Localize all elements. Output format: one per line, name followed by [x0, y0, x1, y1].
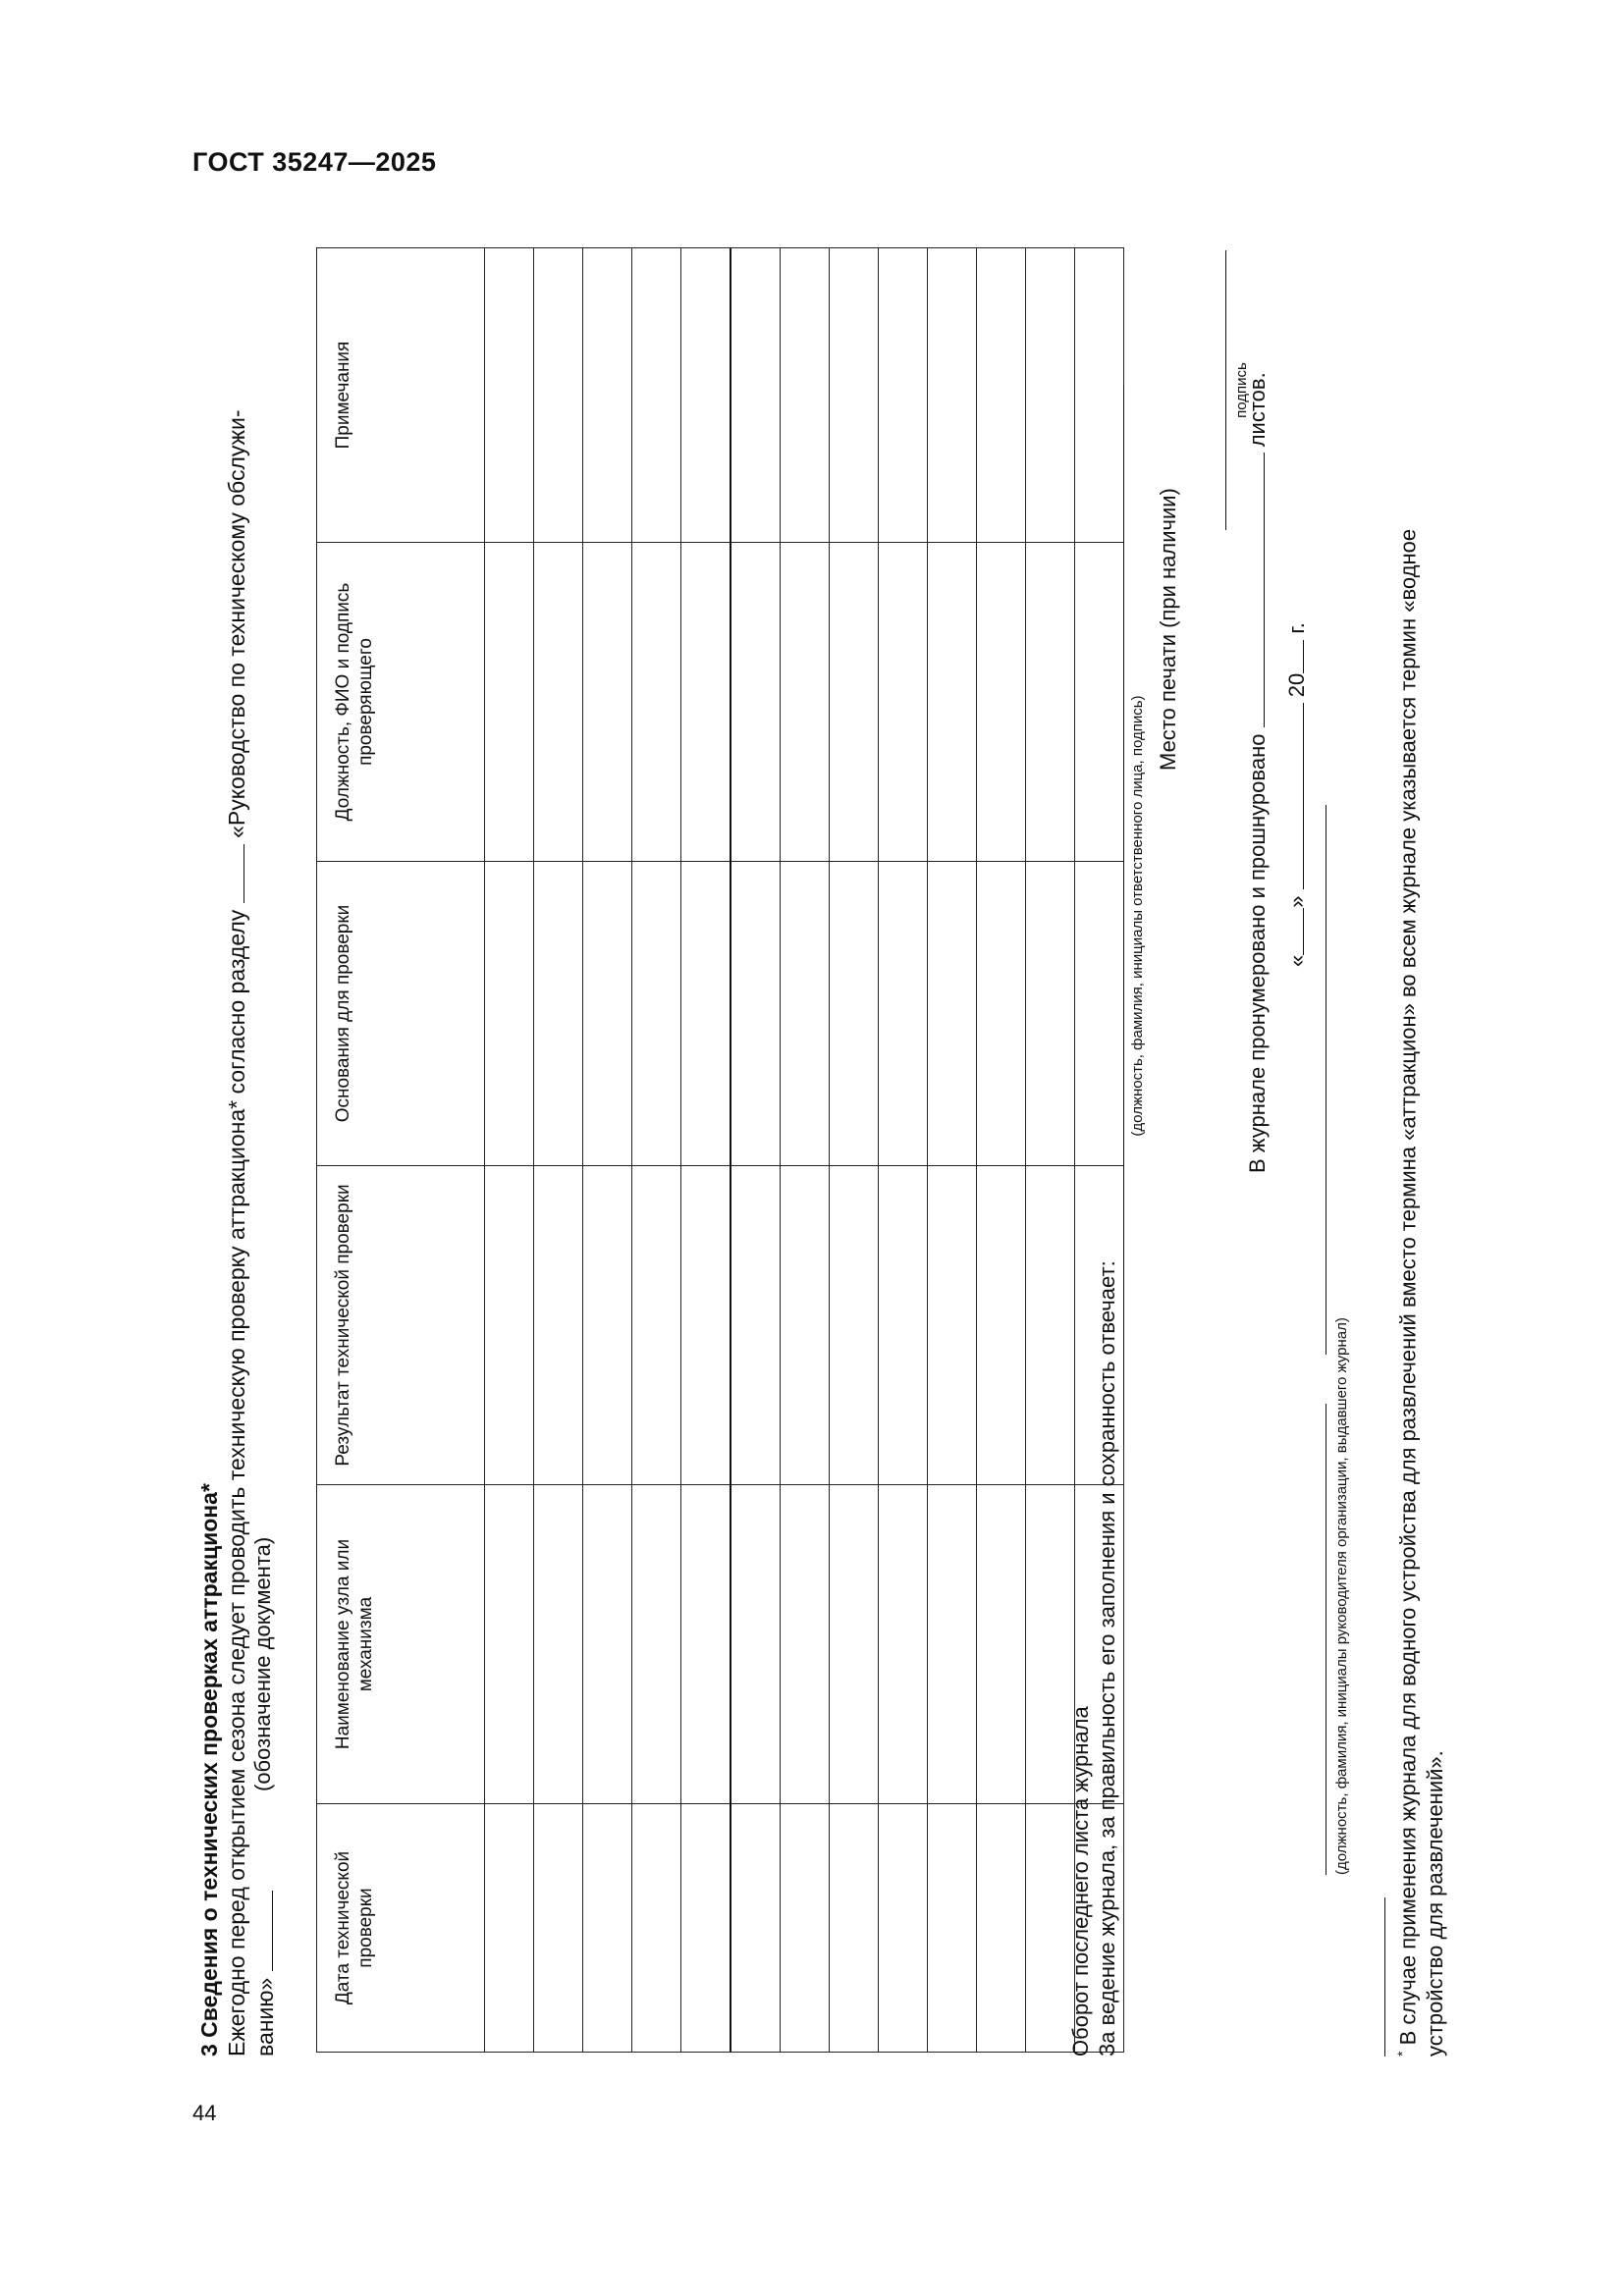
head-caption: (должность, фамилия, инициалы руководителя организации, выдавшего журнал): [1333, 1317, 1350, 1875]
month-field[interactable]: [1285, 703, 1304, 889]
table-row: [928, 248, 977, 2053]
table-cell[interactable]: [632, 1804, 681, 2053]
responsible-person-caption: (должность, фамилия, инициалы ответственного лица, подпись): [1129, 695, 1146, 1137]
table-row: [1026, 248, 1075, 2053]
table-cell[interactable]: [781, 1166, 830, 1485]
pages-numbered-text: В журнале пронумеровано и прошнуровано: [1245, 733, 1270, 1173]
table-cell[interactable]: [681, 543, 731, 862]
table-cell[interactable]: [977, 1804, 1026, 2053]
footnote-text-1: В случае применения журнала для водного устройства для развлечений вместо термина «аттракцион» во всем журнале указывается термин «водное: [1395, 528, 1421, 2046]
table-cell[interactable]: [879, 1166, 928, 1485]
responsibility-statement: За ведение журнала, за правильность его заполнения и сохранность отвечает:: [1095, 1260, 1119, 2056]
intro-line-2: [252, 1891, 279, 2056]
table-cell[interactable]: [534, 248, 583, 543]
table-cell[interactable]: [830, 862, 879, 1166]
table-cell[interactable]: [583, 862, 632, 1166]
table-cell[interactable]: [681, 1166, 731, 1485]
table-cell[interactable]: [485, 1804, 534, 2053]
table-cell[interactable]: [485, 862, 534, 1166]
footnote-rule: [1384, 1897, 1385, 2056]
table-cell[interactable]: [632, 248, 681, 543]
column-header-date: Дата технической проверки: [317, 1804, 485, 2053]
table-cell[interactable]: [1075, 543, 1124, 862]
table-cell[interactable]: [731, 862, 781, 1166]
table-cell[interactable]: [681, 1804, 731, 2053]
table-cell[interactable]: [583, 1166, 632, 1485]
signature-field[interactable]: [1225, 250, 1226, 530]
table-cell[interactable]: [681, 248, 731, 543]
table-cell[interactable]: [879, 1485, 928, 1804]
table-cell[interactable]: [1075, 862, 1124, 1166]
stamp-place-label: Место печати (при наличии): [1156, 488, 1180, 771]
pages-count-field[interactable]: [1246, 453, 1265, 727]
table-cell[interactable]: [534, 862, 583, 1166]
rotated-content: [196, 221, 1502, 2056]
signature-caption: подпись: [1233, 362, 1250, 418]
table-cell[interactable]: [731, 1166, 781, 1485]
column-header-inspector: Должность, ФИО и подпись проверяющего: [317, 543, 485, 862]
table-cell[interactable]: [781, 1804, 830, 2053]
document-code-header: ГОСТ 35247—2025: [192, 147, 437, 177]
column-header-notes: Примечания: [317, 248, 485, 543]
document-designation-caption: (обозначение документа): [250, 1536, 275, 1791]
table-cell[interactable]: [977, 248, 1026, 543]
table-cell[interactable]: [681, 862, 731, 1166]
table-row: [879, 248, 928, 2053]
table-cell[interactable]: [1026, 248, 1075, 543]
footnote-marker: *: [1394, 2051, 1410, 2056]
table-cell[interactable]: [781, 1485, 830, 1804]
table-row: [485, 248, 534, 2053]
table-cell[interactable]: [1026, 1804, 1075, 2053]
table-cell[interactable]: [928, 1804, 977, 2053]
table-cell[interactable]: [1026, 1485, 1075, 1804]
table-cell[interactable]: [1075, 248, 1124, 543]
table-cell[interactable]: [928, 1485, 977, 1804]
table-cell[interactable]: [485, 1166, 534, 1485]
date-open-quote: «: [1284, 954, 1309, 967]
table-row: [632, 248, 681, 2053]
table-cell[interactable]: [731, 1804, 781, 2053]
table-cell[interactable]: [781, 543, 830, 862]
table-row: [977, 248, 1026, 2053]
table-cell[interactable]: [731, 248, 781, 543]
table-cell[interactable]: [928, 1166, 977, 1485]
table-cell[interactable]: [781, 862, 830, 1166]
table-row: [681, 248, 731, 2053]
table-row: [534, 248, 583, 2053]
table-cell[interactable]: [830, 543, 879, 862]
column-header-basis: Основания для проверки: [317, 862, 485, 1166]
intro-line-1: [224, 409, 250, 2056]
table-cell[interactable]: [830, 248, 879, 543]
table-cell[interactable]: [977, 543, 1026, 862]
section-title: 3 Сведения о технических проверках аттракциона*: [196, 1483, 222, 2056]
table-cell[interactable]: [632, 1485, 681, 1804]
table-cell[interactable]: [928, 862, 977, 1166]
table-cell[interactable]: [1026, 543, 1075, 862]
table-cell[interactable]: [583, 543, 632, 862]
table-cell[interactable]: [977, 1166, 1026, 1485]
table-row: [830, 248, 879, 2053]
table-cell[interactable]: [1026, 1166, 1075, 1485]
inspections-table: [316, 247, 1124, 2053]
intro-text-part1: Ежегодно перед открытием сезона следует проводить техническую проверку аттракциона* согласно разделу: [224, 909, 249, 2056]
table-cell[interactable]: [879, 248, 928, 543]
table-cell[interactable]: [781, 248, 830, 543]
table-cell[interactable]: [534, 1804, 583, 2053]
table-cell[interactable]: [583, 1485, 632, 1804]
table-cell[interactable]: [485, 543, 534, 862]
table-row: [781, 248, 830, 2053]
table-cell[interactable]: [879, 543, 928, 862]
date-line: [1284, 622, 1310, 967]
table-cell[interactable]: [928, 543, 977, 862]
column-header-result: Результат технической проверки: [317, 1166, 485, 1485]
table-cell[interactable]: [977, 862, 1026, 1166]
table-cell[interactable]: [928, 248, 977, 543]
table-cell[interactable]: [534, 543, 583, 862]
pages-word: листов.: [1245, 372, 1270, 448]
table-cell[interactable]: [830, 1166, 879, 1485]
table-cell[interactable]: [1026, 862, 1075, 1166]
year-field[interactable]: [1285, 640, 1304, 673]
table-cell[interactable]: [830, 1804, 879, 2053]
table-cell[interactable]: [879, 862, 928, 1166]
table-cell[interactable]: [731, 543, 781, 862]
table-row: [583, 248, 632, 2053]
date-close-quote: »: [1284, 895, 1309, 908]
table-cell[interactable]: [830, 1485, 879, 1804]
footnote-line-1: [1394, 529, 1421, 2056]
table-cell[interactable]: [583, 248, 632, 543]
column-header-unit: Наименование узла или механизма: [317, 1485, 485, 1804]
table-cell[interactable]: [681, 1485, 731, 1804]
table-cell[interactable]: [977, 1485, 1026, 1804]
page-number: 44: [192, 2101, 217, 2125]
table-header-row: [317, 248, 485, 2053]
footnote-line-2: устройство для развлечений».: [1423, 1750, 1447, 2056]
date-century: 20: [1284, 672, 1309, 698]
intro-text-part2: «Руководство по техническому обслужи-: [224, 409, 249, 838]
table-cell[interactable]: [485, 248, 534, 543]
table-cell[interactable]: [879, 1804, 928, 2053]
table-cell[interactable]: [632, 862, 681, 1166]
table-cell[interactable]: [632, 543, 681, 862]
table-row: [731, 248, 781, 2053]
table-cell[interactable]: [534, 1166, 583, 1485]
date-year-suffix: г.: [1284, 622, 1309, 634]
section-blank[interactable]: [226, 844, 244, 903]
pages-numbered-line: [1245, 372, 1271, 1173]
table-cell[interactable]: [534, 1485, 583, 1804]
responsible-person-field[interactable]: [1123, 386, 1124, 1446]
table-cell[interactable]: [632, 1166, 681, 1485]
table-cell[interactable]: [485, 1485, 534, 1804]
table-cell[interactable]: [583, 1804, 632, 2053]
last-sheet-reverse-label: Оборот последнего листа журнала: [1068, 1706, 1093, 2056]
intro-text-part3: ванию»: [252, 1977, 278, 2056]
day-field[interactable]: [1285, 908, 1304, 955]
table-cell[interactable]: [731, 1485, 781, 1804]
document-blank[interactable]: [254, 1891, 273, 1971]
